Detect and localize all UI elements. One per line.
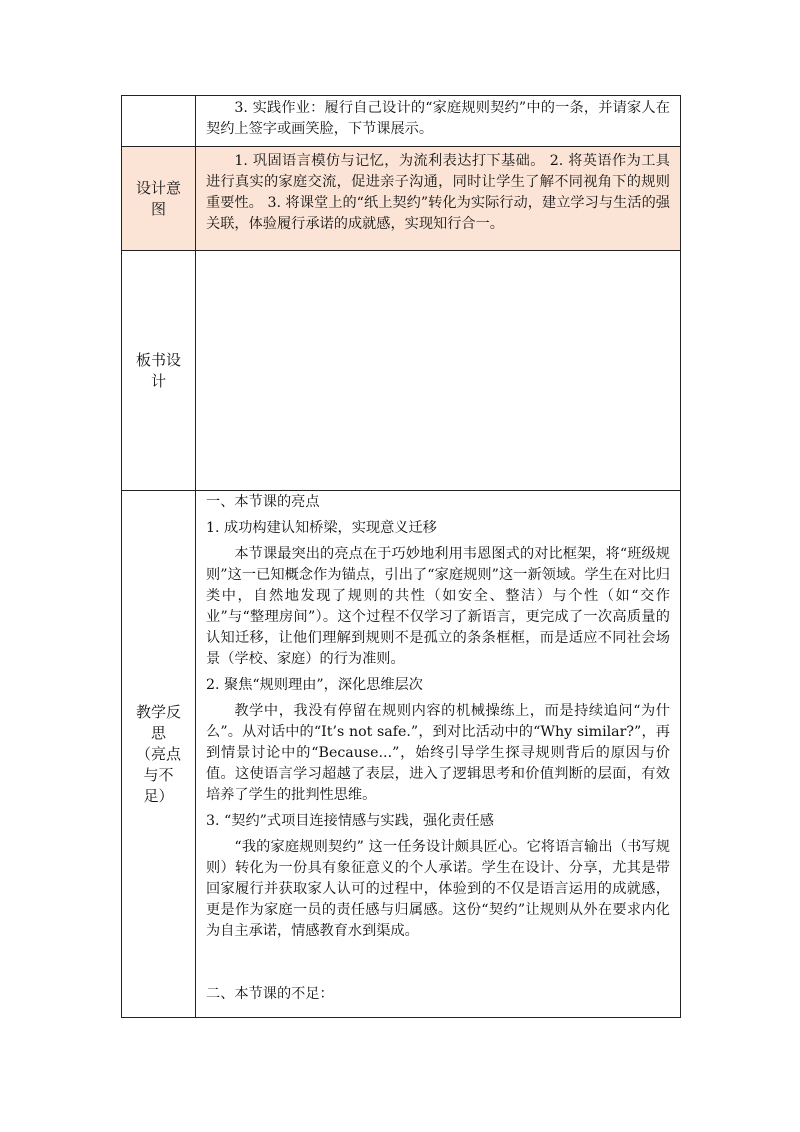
highlight-1-title: 1. 成功构建认知桥梁，实现意义迁移 xyxy=(206,520,437,536)
highlights-heading: 一、本节课的亮点 xyxy=(206,494,320,510)
design-intent-text: 1. 巩固语言模仿与记忆，为流利表达打下基础。 2. 将英语作为工具进行真实的家庭交流，促进亲子沟通，同时让学生了解不同视角下的规则重要性。 3. 将课堂上的“纸上契约”转化为实际行动，建立学习与生活的强关联，体验履行承诺的成就感，实现知行合一。 xyxy=(206,153,670,232)
board-design-row xyxy=(122,251,681,491)
practice-content-cell xyxy=(196,96,681,147)
teaching-reflection-sublabel: （亮点与不足） xyxy=(135,744,181,805)
teaching-reflection-label: 教学反思 xyxy=(135,702,181,742)
practice-homework-text: 3. 实践作业：履行自己设计的“家庭规则契约”中的一条，并请家人在契约上签字或画笑脸，下节课展示。 xyxy=(206,100,670,137)
highlight-2-text: 教学中，我没有停留在规则内容的机械操练上，而是持续追问“为什么”。从对话中的“It’s not safe.”，到对比活动中的“Why similar?”，再到情景讨论中的“Because...”，始终引导学生探寻规则背后的原因与价值。这使语言学习超越了表层，进入了逻辑思考和价值判断的层面，有效培养了学生的批判性思维。 xyxy=(206,703,670,803)
practice-homework-row xyxy=(122,96,681,147)
teaching-reflection-content-cell xyxy=(196,491,681,1018)
design-intent-row xyxy=(122,147,681,251)
lesson-plan-table xyxy=(121,95,681,1018)
design-intent-label-cell xyxy=(122,147,196,251)
teaching-reflection-label-cell xyxy=(122,491,196,1018)
design-intent-content-cell xyxy=(196,147,681,251)
design-intent-label: 设计意图 xyxy=(135,178,181,218)
board-design-label: 板书设计 xyxy=(135,350,181,390)
board-design-content-cell xyxy=(196,251,681,491)
highlight-2-title: 2. 聚焦“规则理由”，深化思维层次 xyxy=(206,677,423,693)
highlight-3-title: 3. “契约”式项目连接情感与实践，强化责任感 xyxy=(206,813,494,829)
shortcomings-heading: 二、本节课的不足： xyxy=(206,986,334,1002)
teaching-reflection-row xyxy=(122,491,681,1018)
board-design-label-cell xyxy=(122,251,196,491)
highlight-3-text: “我的家庭规则契约” 这一任务设计颇具匠心。它将语言输出（书写规则）转化为一份具有象征意义的个人承诺。学生在设计、分享，尤其是带回家履行并获取家人认可的过程中，体验到的不仅是语言运用的成就感，更是作为家庭一员的责任感与归属感。这份“契约”让规则从外在要求内化为自主承诺，情感教育水到渠成。 xyxy=(206,839,670,939)
highlight-1-text: 本节课最突出的亮点在于巧妙地利用韦恩图式的对比框架，将“班级规则”这一已知概念作为锚点，引出了“家庭规则”这一新领域。学生在对比归类中，自然地发现了规则的共性（如安全、整洁）与个性（如“交作业”与“整理房间”）。这个过程不仅学习了新语言，更完成了一次高质量的认知迁移，让他们理解到规则不是孤立的条条框框，而是适应不同社会场景（学校、家庭）的行为准则。 xyxy=(206,546,670,667)
practice-label-cell xyxy=(122,96,196,147)
